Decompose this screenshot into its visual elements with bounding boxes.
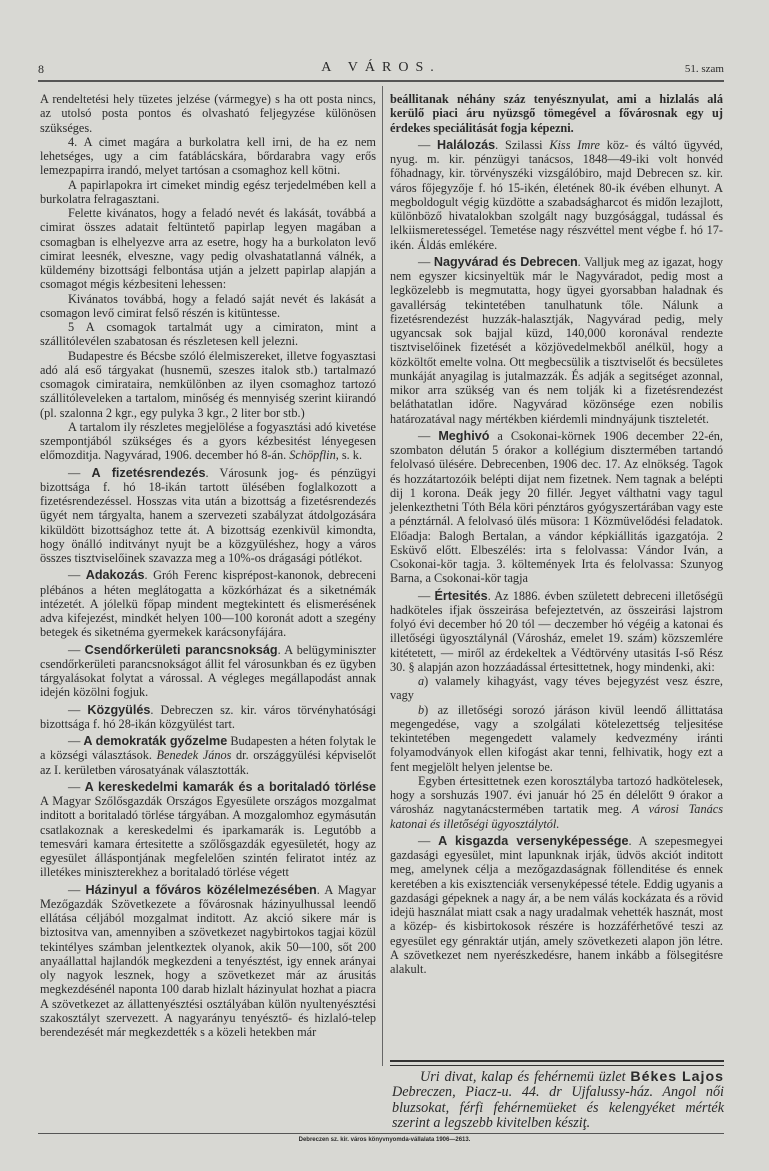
text-run: . A szepesmegyei gazdasági egyesület, mint lapunknak irják, üdvös akciót inditott meg, amelynek célja a mezőgazdaságnak föllenditése és ennek keretében a kis exisztenciák versenyképessé tétele. Eddig ugyanis a gazdasági gépeknek a nagy ár, a be nem válás kockázata és a rövid idejü használat miatt csak a nagy uradalmak vehették hasznát, most a közép- és kisbirtokosok részére is hozzáférhetővé teszi az egyesület egy génraktár utján, amely szövetkezeti alapon jön létre. A szövetkezet nem nyerészkedésre, hanem inkább a fölsegitésre alakult. — [390, 833, 723, 976]
article-paragraph — [390, 255, 723, 426]
article-paragraph — [390, 138, 723, 252]
text-run: dr. országgyülési képviselőt az I. kerületben városatyának választották. — [40, 748, 377, 777]
article-paragraph — [40, 703, 376, 732]
article-heading: Közgyülés — [87, 702, 151, 717]
article-paragraph — [40, 178, 376, 207]
article-paragraph — [390, 674, 723, 703]
article-heading: Adakozás — [85, 568, 145, 583]
text-run: — — [418, 588, 435, 603]
text-run: ) az illetőségi sorozó járáson kivül leendő állittatása megengedése, vagy a szolgálati kötelezettség teljesitése tekintetében megengedett valamely kedvezmény iránti folyamodványok ellen kifogást akar tenni, felhivatik, hogy ezt a fent megjelölt helyen jelentse be. — [390, 702, 723, 774]
text-run: . A belügyminiszter csendőrkerületi parancsnokságot állit fel városunkban és ez ügyben tárgyalásokat folytat a várossal. A végleges megállapodást annak idején közölni fogjuk. — [40, 642, 376, 700]
text-run: . Debreczen sz. kir. város törvényhatósági bizottsága f. hó 28-ikán közgyülést tart. — [40, 702, 376, 731]
ad-text-1: Uri divat, kalap és fehérnemü üzlet — [420, 1069, 631, 1085]
article-paragraph — [40, 734, 376, 777]
article-paragraph — [390, 429, 723, 586]
right-column — [390, 92, 723, 976]
page-header — [38, 58, 724, 80]
article-paragraph — [40, 568, 376, 639]
text-run: — — [68, 882, 86, 897]
text-run: , s. k. — [335, 448, 363, 463]
article-heading: Értesités — [434, 588, 488, 603]
printer-imprint: Debreczen sz. kir. város könyvnyomda-vállalata 1906—2613. — [298, 1137, 471, 1143]
article-paragraph — [40, 643, 376, 700]
article-heading: Nagyvárad és Debrecen — [433, 254, 578, 269]
text-run: Kivánatos továbbá, hogy a feladó saját nevét és lakását a csomagon levő cimirat felső részén is kitüntesse. — [40, 291, 376, 320]
text-run: — — [418, 137, 438, 152]
advertisement — [392, 1070, 724, 1131]
article-paragraph — [40, 206, 376, 292]
text-run: Benedek János — [156, 748, 232, 763]
text-run: — — [68, 734, 84, 748]
column-divider — [382, 86, 383, 1066]
text-run: — — [418, 833, 439, 848]
article-paragraph — [40, 883, 376, 1040]
ad-text-2: Debreczen, Piacz-u. 44. dr Ujfalussy-ház. Angol női bluzsokat, férfi fehérnemüeket és kelengyéket mérték szerint a legszebb kivitelben késziţ. — [392, 1084, 724, 1131]
text-run: . Az 1886. évben született debreceni illetőségü hadköteles ifjak összeirása befejeztetvén, az összeirási lajstrom folyó évi december hó 20 tól — deczember hó végéig a katonai és illetőségi ügyosztálynál (Városház, emelet 19. szám) közszemlére kitétetett, — miről az érdekeltek a Védtörvény utasitás I-ső Rész 30. § alapján azon hozzáadással értesittetnek, hogy mindenki, aki: — [390, 588, 723, 674]
advertisement-rule — [390, 1060, 724, 1066]
text-run: a — [418, 674, 425, 688]
text-run: Kiss Imre — [549, 137, 601, 152]
article-heading: Csendőrkerületi parancsnokság — [84, 642, 278, 657]
text-run: — — [418, 428, 439, 443]
text-run: 5 A csomagok tartalmát ugy a cimiraton, mint a szállitólevélen szabatosan és részletesen kell jelezni. — [40, 320, 376, 349]
header-rule — [38, 80, 724, 82]
ad-name-2: Lajos — [681, 1069, 725, 1085]
text-run: Budapestre és Bécsbe szóló élelmiszereket, illetve fogyasztasi adó alá eső tárgyakat (husnemü, szeszes italok stb.) tartalmazó csomagok cimirataira, nemkülönben az ilyen csomaghoz tartozó szállitóleveleken a tartalom, minőség és mennyiség szerint kiirandó (pl. szalonna 2 kgr., egy pulyka 3 kgr., 2 liter bor stb.) — [40, 348, 376, 420]
text-run: a Csokonai-körnek 1906 december 22-én, szombaton délután 5 órakor a kollégium disztermében tartandó felolvasó ülésére. Debrecenben, 1906 dec. 17. Az elnökség. Tagok és hozzátartozóik belépti dijat nem fizetnek. Nem tagnak a belépti dij 1 korona. Deák jegy 20 fillér. Jegyet válthatni vagy tagul jelenkezthetni Tóth Béla köri pénztáros gyógyszertárában vagy este a pénztárnál. A felolvasó ülés müsora: 1 Közmüvelődési feladatok. Előadja: Balogh Bertalan, a vándor képkiállitás igazgatója. 2 Esküvő előtt. Elbeszélés: irta s felolvassa: Vándor Iván, a Csokonai-kör tagja. 3. költemények Irta és felolvassa: Szunyog Barna, a Csokonai-kör tagja — [390, 428, 724, 586]
text-run: — — [418, 254, 434, 269]
issue-number: 51. szam — [684, 63, 724, 75]
text-run: . A Magyar Mezőgazdák Szövetkezete a fővárosnak házinyulhussal leendő ellátása céljából mozgalmat inditott. Az akció sikere már is biztositva van, amennyiben a szövetkezet nagybirtokos tagjai közül tekintélyes számban jelentkeztek olyanok, akik 50—100, sőt 200 anyaállattal hajlandók megkezdeni a tenyésztést, igy ennek arányai oly nagyok lesznek, hogy a szövetkezet már az árusitás megkezdésénél naponta 100 darab hizlalt házinyulat hozhat a piacra A szövetkezet az állattenyésztési osztályában külön nyultenyésztési szakosztályt szervezett. A nagyarányu tenyésztő- és hizlaló-telep berendezését már megkezdették s a közeli hetekben már — [40, 882, 376, 1039]
text-run: . Városunk jog- és pénzügyi bizottsága f. hó 18-ikán tartott ülésében foglalkozott a fizetésrendezéssel. Hosszas vita után a bizottság a fizetésrendezés ügyét nem tárgyalta, hanem a szervezeti szabályzat átdolgozására kiküldött bizottsághoz tette át. A bizottság ezenkivül kimondta, hogy önálló inditványt nyujt be a közgyüléshez, hogy a város összes tisztviselőinek szavazza meg a 10%-os drágasági pótlékot. — [40, 465, 377, 565]
text-run: A rendeltetési hely tüzetes jelzése (vármegye) s ha ott posta nincs, az utolsó posta pontos és olvasható feljegyzése különösen szükséges. — [40, 92, 376, 135]
article-heading: Házinyul a főváros közélelmezésében — [85, 882, 317, 897]
text-run: Egyben értesittetnek ezen korosztályba tartozó hadkötelesek, hogy a sorshuzás 1907. évi január hó 25 én délelőtt 9 órakor a városház nagytanácstermében tartatik meg. — [390, 773, 723, 817]
article-paragraph — [390, 92, 723, 135]
text-run: Felette kivánatos, hogy a feladó nevét és lakását, továbbá a cimirat összes adatait feltüntető papirlap legyen magában a csomagban is elhelyezve arra az esetre, hogy ha a burkolaton levő cimirat leesnék, elveszne, vagy pedig olvashatatlanná válnék, a küldemény bizottsági felbontása utján a jelzett papirlap alapján a csomagot mégis kézbesiteni lehessen: — [40, 206, 376, 292]
article-heading: A kisgazda versenyképessége — [438, 833, 629, 848]
text-run: beállitanak néhány száz tenyésznyulat, ami a hizlalás alá kerülő piaci áru nyüzsgő tömegével a fővárosnak egy uj érdekes speciálitását fogja képezni. — [390, 92, 723, 135]
text-run: — — [68, 642, 85, 657]
text-run: köz- és váltó ügyvéd, nyug. m. kir. pénzügyi tanácsos, 1848—49-iki volt honvéd főhadnagy, kir. törvényszéki vizsgálóbiro, majd Debrecen sz. kir. város főjegyzője f. hó 15-ikén, életének 80-ik évében elhunyt. A megboldogult végig küzdötte a szabadságharcot és midőn lezajlott, különböző hivatalokban szolgált nagy buzgósággal, tudással és lelkiismeretességel. Temetése nagy részvéttel ment végbe f. hó 17-ikén. Áldás emlékére. — [390, 137, 723, 252]
article-paragraph — [40, 135, 376, 178]
text-run: Schöpflin — [289, 448, 336, 463]
ad-name-1: Békes — [630, 1069, 678, 1085]
text-run: A tartalom ily részletes megjelölése a fogyasztási adó kivetése szempontjából szükséges és a gyors kézbesitést lényegesen előmozditja. Nagyvárad, 1906. december hó 8-án. — [40, 419, 376, 463]
article-paragraph — [40, 466, 376, 566]
text-run: . Valljuk meg az igazat, hogy nem egyszer kicsinyeltük már le Nagyváradot, pedig most a legközelebb is megmutatta, hogy ügyei gyorsabban haladnak és gavallérság tekintetében tanulhatunk tőle. Nálunk a fizetésrendezést huzzák-halasztják, Nagyvárad pedig, mely ugyancsak sok bajjal küzd, 140,000 koronával rendezte tisztviselőinek fizetését a közjövedelmekből anélkül, hogy a közköltőt emelte volna. Ott megbecsülik a tisztviselőt és becsületes munkáját anyagilag is jutalmazzák. És adják a segitséget azonnal, mikor arra szükség van és nem tolják ki a fizetésrendezést beláthatatlan időre. Nagyvárad közönsége ezen nobilis határozatával nagy mértékben kiérdemli mindnyájunk tiszteletét. — [390, 254, 723, 426]
article-heading: A demokraták győzelme — [83, 734, 228, 748]
text-run: Budapesten a héten folytak le a községi választások. — [40, 734, 376, 763]
newspaper-title: A VÁROS. — [321, 60, 441, 75]
article-paragraph — [40, 292, 376, 321]
footer-rule — [38, 1133, 724, 1134]
article-heading: Halálozás — [437, 137, 496, 152]
left-column — [40, 92, 376, 1039]
article-paragraph — [390, 703, 723, 774]
article-paragraph — [40, 780, 376, 880]
text-run: — — [68, 702, 88, 717]
text-run: ) valamely kihagyást, vagy téves bejegyzést vesz észre, vagy — [390, 674, 723, 703]
article-heading: A fizetésrendezés — [91, 465, 206, 480]
article-paragraph — [40, 92, 376, 135]
article-paragraph — [40, 349, 376, 420]
article-paragraph — [390, 834, 723, 977]
text-run: — — [68, 465, 92, 480]
text-run: b — [418, 702, 425, 717]
article-paragraph — [40, 320, 376, 349]
article-paragraph — [390, 774, 723, 831]
article-paragraph — [40, 420, 376, 463]
text-run: A papirlapokra irt cimeket mindig egész terjedelmében kell a burkolatra felragasztani. — [40, 177, 376, 206]
text-run: A Magyar Szőlősgazdák Országos Egyesülete országos mozgalmat inditott a boritaladó törlése tárgyában. A mozgalomhoz egymásután csatlakoznak a kereskedelmi és iparkamarák is. Legutóbb a temesvári kamara értesitette a szőlősgazdák egyesületét, hogy az egyesület álláspontjának megfelelően szintén feliratot intéz az illetékes miniszterekhez a boritaladó törlése végett — [40, 794, 376, 880]
text-run: 4. A cimet magára a burkolatra kell irni, de ha ez nem lehetséges, ugy a cim fatáblácskára, bőrdarabra vagy erős lemezpapirra irandó, melyet tartósan a csomaghoz kell kötni. — [40, 134, 376, 178]
text-run: A városi Tanács katonai és illetőségi ügyosztálytól. — [390, 802, 723, 831]
text-run: . Szilassi — [495, 137, 550, 152]
article-paragraph — [390, 589, 723, 675]
text-run: — — [68, 568, 86, 583]
page-number: 8 — [38, 62, 44, 76]
text-run: . Gróh Ferenc kisprépost-kanonok, debreceni plébános a héten meglátogatta a közkórházat és a siketnémák intézetét. A jólelkü főpap mindent megtekintett és elismerésének adva kifejezést, mindkét helyen 100—100 koronát adott a szegény betegek és siketnéma gyermekek karácsonyfájára. — [40, 568, 376, 640]
article-heading: A kereskedelmi kamarák és a boritaladó törlése — [84, 779, 376, 794]
text-run: — — [68, 779, 85, 794]
article-heading: Meghivó — [438, 428, 490, 443]
